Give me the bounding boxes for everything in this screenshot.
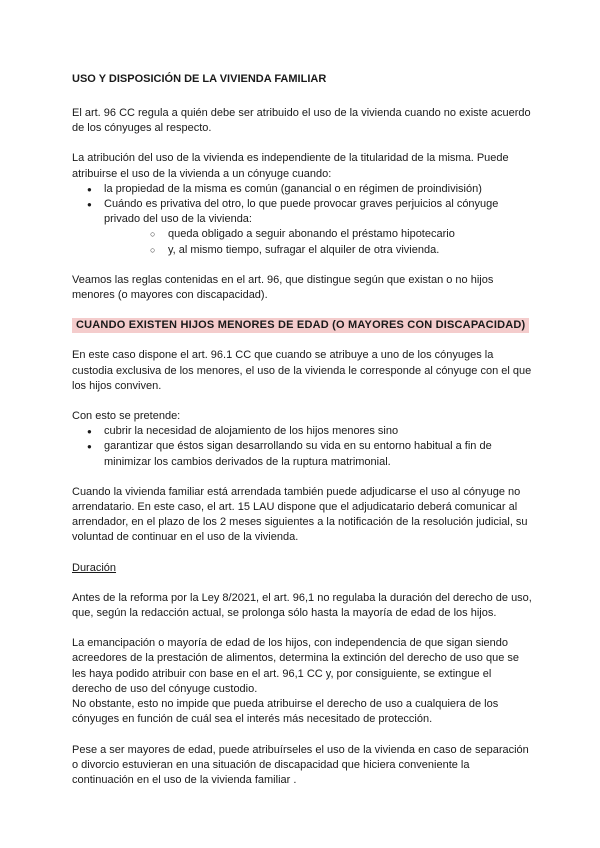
duration-paragraph-3: No obstante, esto no impide que pueda atribuirse el derecho de uso a cualquiera de los cónyuges en función de cuál sea el interés más necesitado de protección. <box>72 698 499 726</box>
condition-item <box>72 197 532 258</box>
sub-condition-item: ○ y, al mismo tiempo, sufragar el alquiler de otra vivienda. <box>104 243 532 258</box>
aims-list <box>72 424 532 470</box>
sub-conditions-list <box>104 227 532 257</box>
rented-paragraph: Cuando la vivienda familiar está arrendada también puede adjudicarse el uso al cónyuge no arrendatario. En este caso, el art. 15 LAU dispone que el adjudicatario deberá comunicar al arrendador, en el plazo de los 2 meses siguientes a la notificación de la resolución judicial, su voluntad de continuar en el uso de la vivienda. <box>72 485 528 544</box>
condition-item-text: Cuándo es privativa del otro, lo que puede provocar graves perjuicios al cónyuge privado del uso de la vivienda: <box>104 198 499 226</box>
rules-intro: Veamos las reglas contenidas en el art. 96, que distingue según que existan o no hijos menores (o mayores con discapacidad). <box>72 273 494 302</box>
duration-paragraph-1: Antes de la reforma por la Ley 8/2021, el art. 96,1 no regulaba la duración del derecho de uso, que, según la redacción actual, se prolonga sólo hasta la mayoría de edad de los hijos. <box>72 591 532 620</box>
duration-paragraph-4: Pese a ser mayores de edad, puede atribuírseles el uso de la vivienda en caso de separación o divorcio estuvieran en una situación de discapacidad que hiciera conveniente la continuación en el uso de la vivienda familiar . <box>72 743 529 786</box>
aims-intro: Con esto se pretende: <box>72 410 181 423</box>
sub-condition-item: ○ queda obligado a seguir abonando el préstamo hipotecario <box>104 227 532 242</box>
duration-paragraph-2: La emancipación o mayoría de edad de los hijos, con independencia de que sigan siendo acreedores de la prestación de alimentos, determina la extinción del derecho de uso que se les haya podido atribuir con base en el art. 96,1 CC y, por consiguiente, se extingue el derecho de uso del cónyuge custodio. <box>72 637 519 695</box>
aim-item: ● garantizar que éstos sigan desarrollando su vida en su entorno habitual a fin de minimizar los cambios derivados de la ruptura matrimonial. <box>72 439 532 469</box>
section-heading: CUANDO EXISTEN HIJOS MENORES DE EDAD (O MAYORES CON DISCAPACIDAD) <box>72 318 529 333</box>
intro-paragraph: El art. 96 CC regula a quién debe ser atribuido el uso de la vivienda cuando no existe acuerdo de los cónyuges al respecto. <box>72 107 531 135</box>
attribution-intro: La atribución del uso de la vivienda es independiente de la titularidad de la misma. Puede atribuirse el uso de la vivienda a un cónyuge cuando: <box>72 152 509 180</box>
document-title: USO Y DISPOSICIÓN DE LA VIVIENDA FAMILIAR <box>72 73 327 85</box>
document-content <box>72 72 532 803</box>
case-paragraph: En este caso dispone el art. 96.1 CC que cuando se atribuye a uno de los cónyuges la custodia exclusiva de los menores, el uso de la vivienda le corresponde al cónyuge con el que los hijos conviven. <box>72 349 532 392</box>
condition-item: ● la propiedad de la misma es común (ganancial o en régimen de proindivisión) <box>72 182 532 197</box>
aim-item: ● cubrir la necesidad de alojamiento de los hijos menores sino <box>72 424 532 439</box>
conditions-list <box>72 182 532 258</box>
duration-heading: Duración <box>72 561 117 574</box>
